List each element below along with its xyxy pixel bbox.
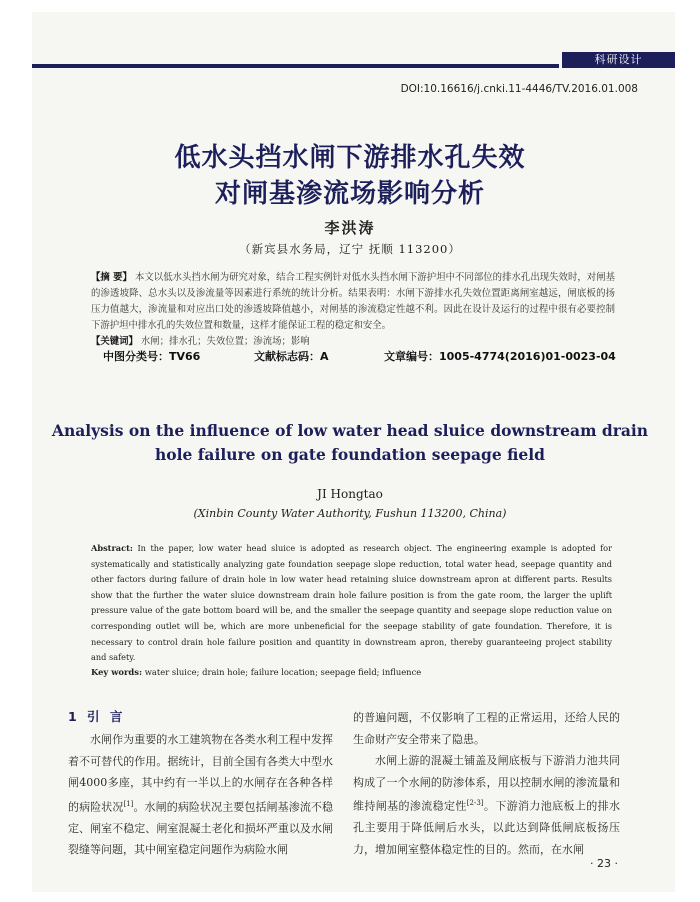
english-keywords: water sluice; drain hole; failure location; seepage field; influence xyxy=(144,667,422,677)
english-title-line-1: Analysis on the influence of low water head sluice downstream drain xyxy=(51,421,649,440)
english-abstract-label: Abstract: xyxy=(91,543,133,553)
body-paragraph xyxy=(353,750,620,860)
body-text: 水闸作为重要的水工建筑物在各类水利工程中发挥着不可替代的作用。据统计，目前全国有各类大中型水闸4000多座，其中约有一半以上的水闸存在各种各样的病险状况 xyxy=(68,733,333,814)
section-heading-introduction: 1 引 言 xyxy=(68,709,126,724)
citation-ref[interactable]: [1] xyxy=(123,799,134,808)
chinese-abstract-label: 【摘 要】 xyxy=(91,272,132,283)
chinese-keywords: 水闸；排水孔；失效位置；渗流场；影响 xyxy=(140,336,310,347)
clc-number: 中图分类号：TV66 xyxy=(103,350,201,363)
body-text: 水闸上游的混凝土铺盖及闸底板与下游消力池共同构成了一个水闸的防渗体系，用以控制水闸的渗流量和维持闸基的渗流稳定性 xyxy=(353,754,620,813)
section-tag: 科研设计 xyxy=(562,52,675,68)
english-author: JI Hongtao xyxy=(317,487,383,501)
chinese-author: 李洪涛 xyxy=(324,219,376,237)
body-column-left xyxy=(68,729,333,861)
chinese-title-line-2: 对闸基渗流场影响分析 xyxy=(214,179,485,209)
body-column-right xyxy=(353,707,620,860)
english-abstract xyxy=(91,541,612,666)
chinese-keywords-label: 【关键词】 xyxy=(91,336,138,347)
citation-ref[interactable]: [2-3] xyxy=(466,799,484,807)
body-text: 。下游消力池底板上的排水孔主要用于降低闸后水头，以此达到降低闸底板扬压力，增加闸室整体稳定性的目的。然而，在水闸 xyxy=(353,799,621,856)
doi[interactable]: DOI:10.16616/j.cnki.11-4446/TV.2016.01.008 xyxy=(400,83,638,95)
article-number: 文章编号：1005-4774(2016)01-0023-04 xyxy=(384,350,616,363)
english-title-line-2: hole failure on gate foundation seepage field xyxy=(155,445,545,464)
body-paragraph xyxy=(68,729,333,861)
chinese-affiliation: （新宾县水务局，辽宁 抚顺 113200） xyxy=(239,242,461,256)
header-rule xyxy=(32,64,559,68)
english-keywords-label: Key words: xyxy=(91,667,143,677)
english-keywords-row xyxy=(91,667,612,677)
chinese-title-line-1: 低水头挡水闸下游排水孔失效 xyxy=(174,143,526,173)
english-affiliation: (Xinbin County Water Authority, Fushun 113200, China) xyxy=(193,507,507,520)
chinese-abstract xyxy=(91,270,615,350)
page-number: · 23 · xyxy=(590,857,618,870)
document-code: 文献标志码：A xyxy=(254,350,329,363)
english-abstract-text: In the paper, low water head sluice is adopted as research object. The engineering example is adopted for systematically and statistically analyzing gate foundation seepage slope reduction, total water head, seepage quantity and other factors during failure of drain hole in low water head retaining sluice downstream apron at different parts. Results show that the further the water sluice downstream drain hole failure position is from the gate room, the larger the uplift pressure value of the gate bottom board will be, and the smaller the seepage quantity and seepage slope reduction value on corresponding outlet will be, which are more unbeneficial for the seepage stability of gate foundation. Therefore, it is necessary to control drain hole failure position and quantity in downstream apron, thereby guaranteeing project stability and safety. xyxy=(91,543,613,663)
body-paragraph: 的普遍问题，不仅影响了工程的正常运用，还给人民的生命财产安全带来了隐患。 xyxy=(353,711,620,746)
body-text: 。水闸的病险状况主要包括闸基渗流不稳定、闸室不稳定、闸室混凝土老化和损坏严重以及水闸裂缝等问题，其中闸室稳定问题作为病险水闸 xyxy=(68,800,334,857)
chinese-abstract-text: 本文以低水头挡水闸为研究对象，结合工程实例针对低水头挡水闸下游护坦中不同部位的排水孔出现失效时，对闸基的渗透坡降、总水头以及渗流量等因素进行系统的统计分析。结果表明：水闸下游排水孔失效位置距离闸室越远，闸底板的扬压力值越大，渗流量和对应出口处的渗透坡降值越小，对闸基的渗流稳定性越不利。因此在设计及运行的过程中很有必要控制下游护坦中排水孔的失效位置和数量，这样才能保证工程的稳定和安全。 xyxy=(91,272,615,331)
